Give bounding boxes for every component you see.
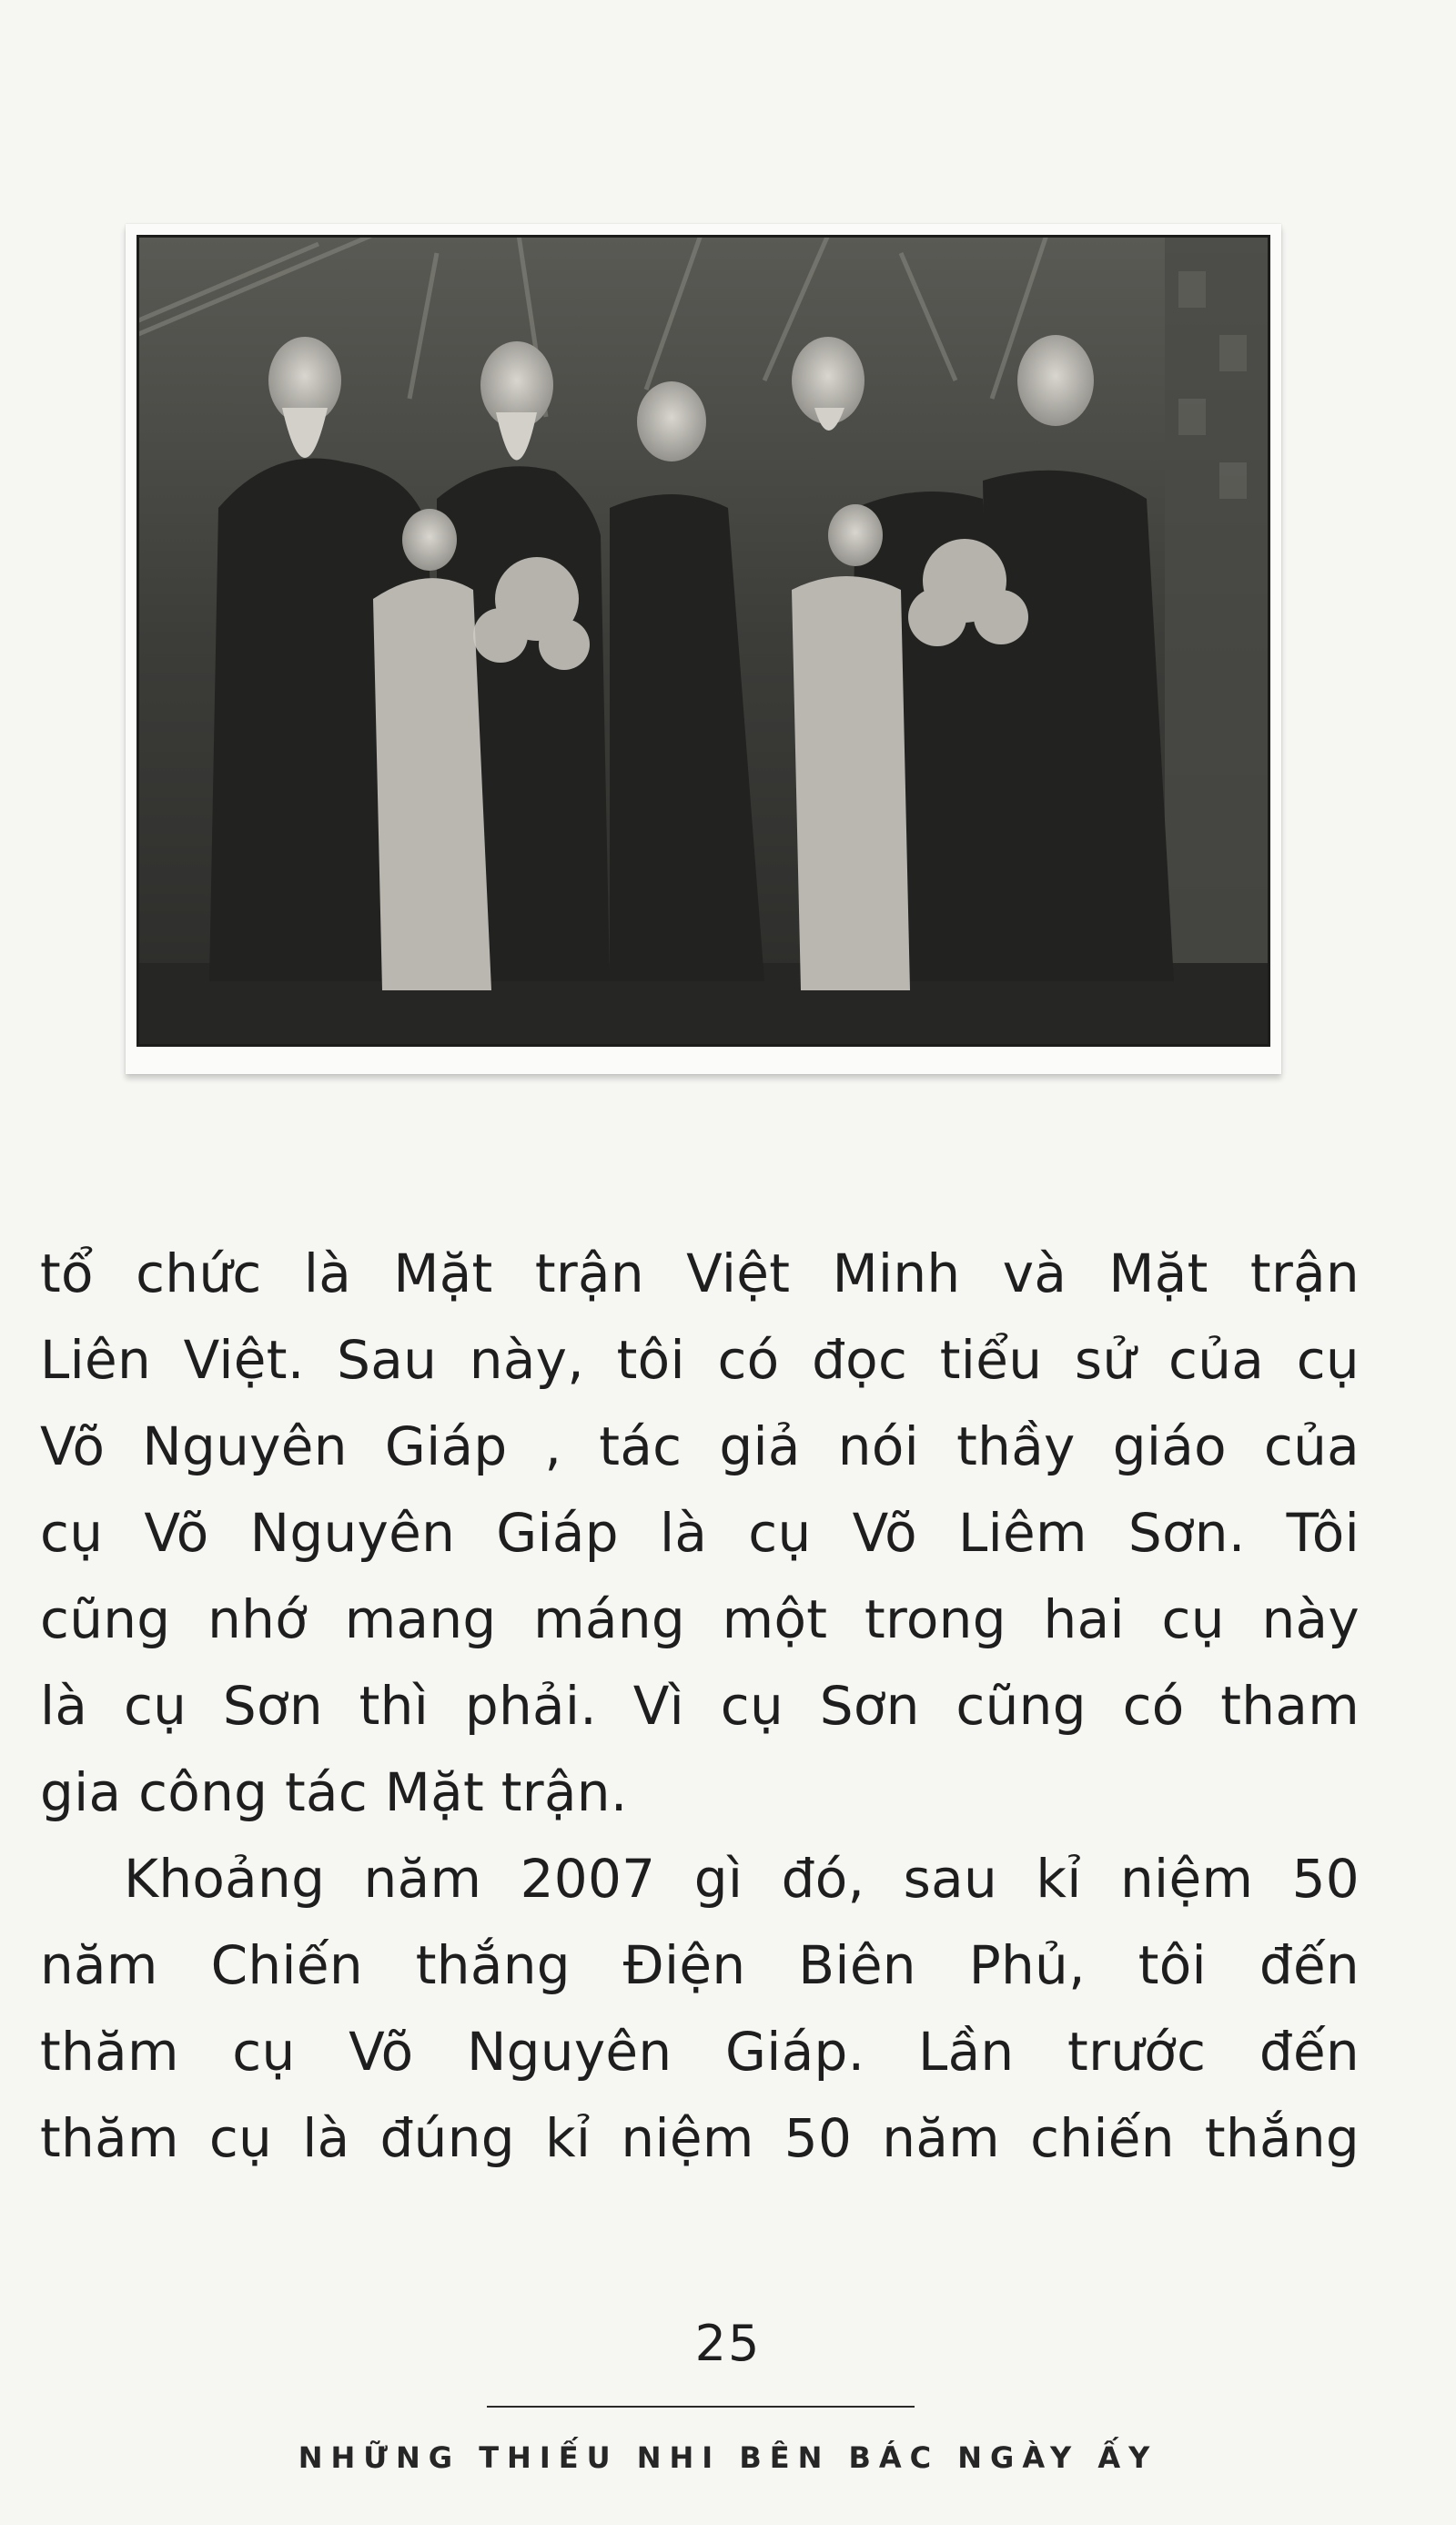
body-line: gia công tác Mặt trận.: [40, 1761, 628, 1823]
body-line: Võ Nguyên Giáp , tác giả nói thầy giáo của: [40, 1415, 1360, 1477]
body-line: cụ Võ Nguyên Giáp là cụ Võ Liêm Sơn. Tôi: [40, 1502, 1360, 1564]
body-line: thăm cụ là đúng kỉ niệm 50 năm chiến thắng: [40, 2107, 1360, 2169]
body-line: cũng nhớ mang máng một trong hai cụ này: [40, 1588, 1360, 1650]
body-text: [40, 1231, 1360, 2182]
body-line: Khoảng năm 2007 gì đó, sau kỉ niệm 50: [124, 1848, 1360, 1910]
group-photograph: [136, 235, 1270, 1047]
body-line: Liên Việt. Sau này, tôi có đọc tiểu sử của cụ: [40, 1329, 1360, 1391]
body-line: năm Chiến thắng Điện Biên Phủ, tôi đến: [40, 1934, 1360, 1996]
photograph-illustration: [136, 235, 1270, 1047]
running-footer-title: NHỮNG THIẾU NHI BÊN BÁC NGÀY ẤY: [298, 2440, 1158, 2475]
footer-divider: [487, 2406, 915, 2408]
page-number: 25: [694, 2315, 762, 2372]
body-line: tổ chức là Mặt trận Việt Minh và Mặt trận: [40, 1242, 1360, 1304]
body-line: thăm cụ Võ Nguyên Giáp. Lần trước đến: [40, 2021, 1360, 2083]
body-line: là cụ Sơn thì phải. Vì cụ Sơn cũng có tham: [40, 1675, 1360, 1737]
photo-frame: [126, 224, 1281, 1074]
